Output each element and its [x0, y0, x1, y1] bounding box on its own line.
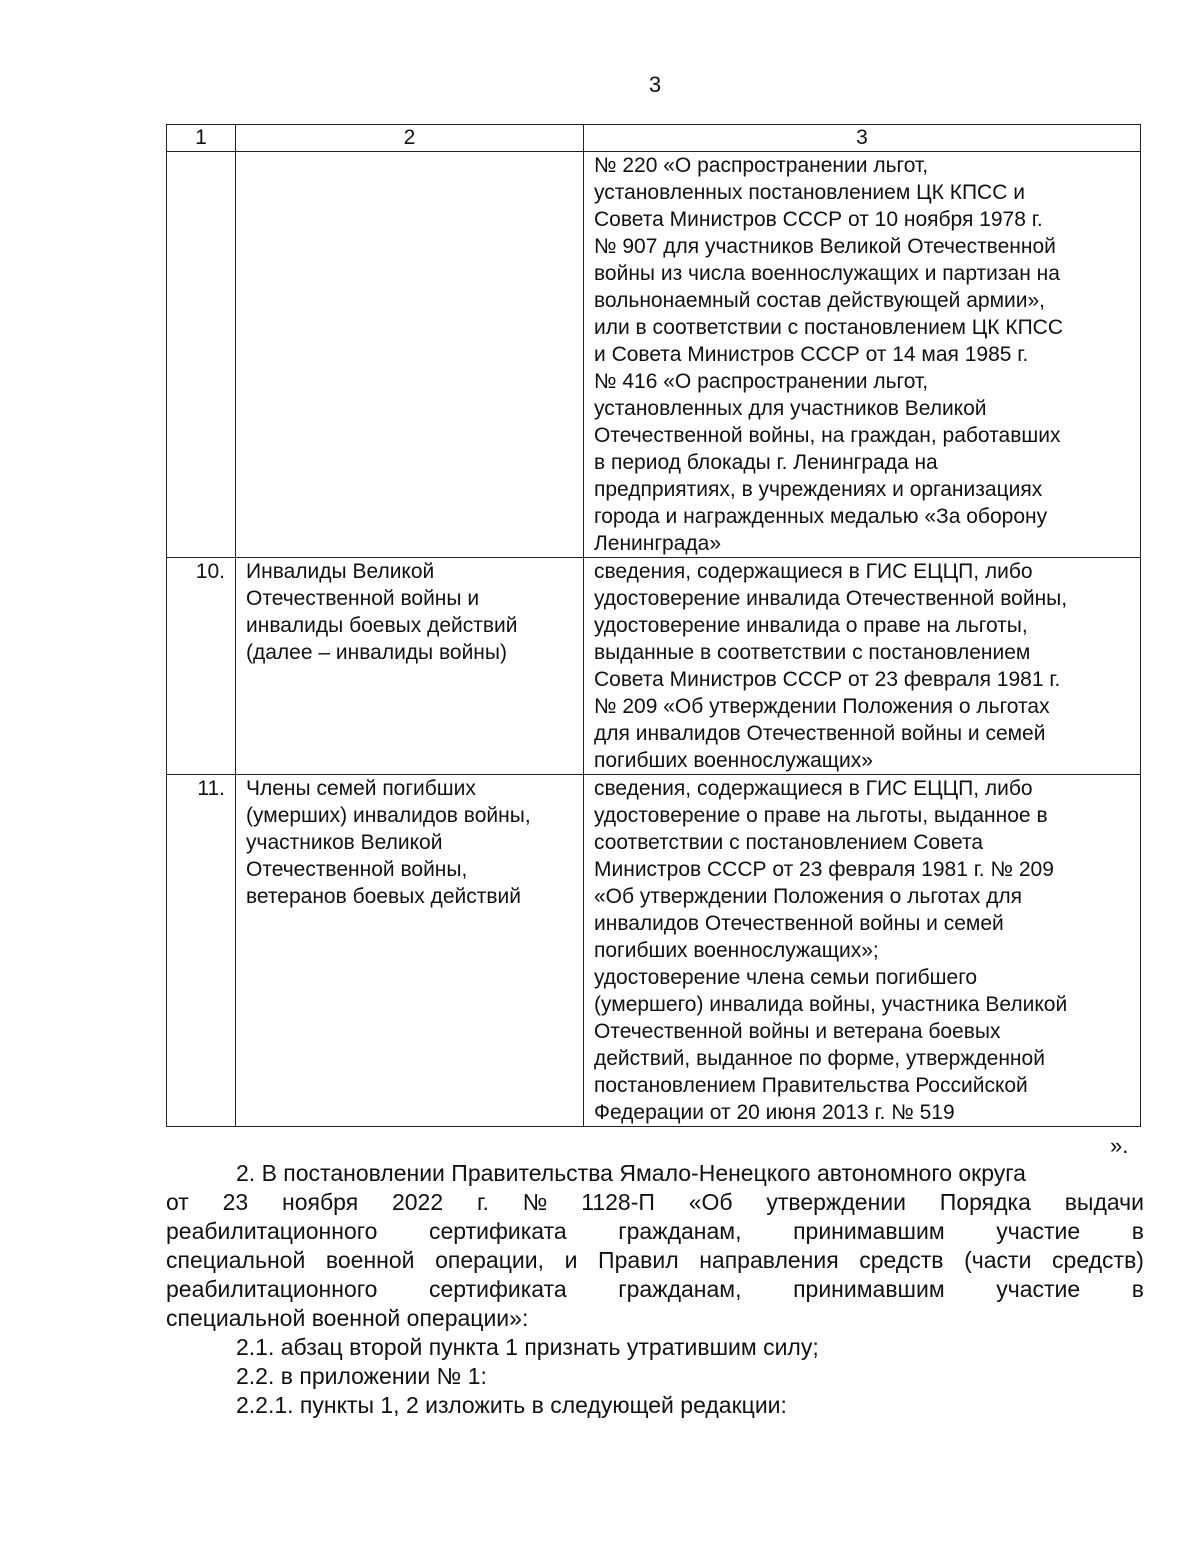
- page-number: 3: [648, 72, 662, 97]
- cell-line: войны из числа военнослужащих и партизан на: [594, 262, 1060, 285]
- cell-line: Ленинграда»: [594, 532, 722, 555]
- cell-line: Совета Министров СССР от 10 ноября 1978 г.: [594, 208, 1043, 231]
- word: утверждении: [766, 1189, 906, 1215]
- word: сертификата: [429, 1218, 567, 1244]
- cell-line: для инвалидов Отечественной войны и семей: [594, 722, 1046, 745]
- header-col-2: 2: [236, 125, 584, 152]
- cell-line: установленных постановлением ЦК КПСС и: [594, 181, 1025, 204]
- cell-line: действий, выданное по форме, утвержденной: [594, 1047, 1045, 1070]
- cell-line: постановлением Правительства Российской: [594, 1074, 1028, 1097]
- cell-line: № 209 «Об утверждении Положения о льготах: [594, 695, 1050, 718]
- paragraph-line: [166, 1275, 1144, 1304]
- header-col-3: 3: [584, 125, 1141, 152]
- word: в: [1131, 1218, 1144, 1244]
- paragraph-2-first-line: 2. В постановлении Правительства Ямало-Ненецкого автономного округа: [236, 1160, 1026, 1186]
- cell-line: города и награжденных медалью «За оборону: [594, 505, 1048, 528]
- cell-line: Министров СССР от 23 февраля 1981 г. № 209: [594, 858, 1054, 881]
- word: участие: [996, 1276, 1081, 1302]
- word: №: [522, 1189, 548, 1215]
- cell-line: удостоверение о праве на льготы, выданное в: [594, 804, 1048, 827]
- word: гражданам,: [618, 1218, 742, 1244]
- paragraph-line: [166, 1217, 1144, 1246]
- word: в: [1131, 1276, 1144, 1302]
- cell-line: № 220 «О распространении льгот,: [594, 154, 929, 177]
- word: и: [564, 1247, 578, 1273]
- paragraph-line: [166, 1188, 1144, 1217]
- word: (части: [964, 1247, 1032, 1273]
- item-2-2-1: 2.2.1. пункты 1, 2 изложить в следующей редакции:: [236, 1392, 787, 1418]
- cell-line: «Об утверждении Положения о льготах для: [594, 885, 1023, 908]
- documents-cell: [584, 152, 1141, 558]
- cell-line: № 907 для участников Великой Отечественной: [594, 235, 1056, 258]
- cell-line: удостоверение инвалида о праве на льготы,: [594, 614, 1028, 637]
- category-cell: [236, 152, 584, 558]
- cell-line: удостоверение инвалида Отечественной войны,: [594, 587, 1068, 610]
- word: ноября: [282, 1189, 359, 1215]
- cell-line: соответствии с постановлением Совета: [594, 831, 984, 854]
- word: 1128-П: [581, 1189, 655, 1215]
- table-header-row: [167, 125, 1141, 152]
- word: выдачи: [1064, 1189, 1144, 1215]
- table-row: [167, 558, 1141, 775]
- word: принимавшим: [793, 1276, 945, 1302]
- cell-line: № 416 «О распространении льгот,: [594, 370, 929, 393]
- cell-line: Отечественной войны,: [246, 858, 468, 881]
- word: сертификата: [429, 1276, 567, 1302]
- word: реабилитационного: [166, 1276, 378, 1302]
- table-row: [167, 152, 1141, 558]
- closing-quote: ».: [1110, 1133, 1129, 1158]
- word: военной: [325, 1247, 415, 1273]
- word: Порядка: [939, 1189, 1031, 1215]
- cell-line: Федерации от 20 июня 2013 г. № 519: [594, 1101, 955, 1124]
- table-row: [167, 775, 1141, 1127]
- word: реабилитационного: [166, 1218, 378, 1244]
- row-number: 11.: [167, 775, 236, 1127]
- amendment-text: [166, 1159, 1144, 1420]
- cell-line: инвалидов Отечественной войны и семей: [594, 912, 1004, 935]
- cell-line: сведения, содержащиеся в ГИС ЕЦЦП, либо: [594, 777, 1033, 800]
- cell-line: участников Великой: [246, 831, 443, 854]
- cell-line: (умерших) инвалидов войны,: [246, 804, 531, 827]
- documents-cell: [584, 775, 1141, 1127]
- paragraph-line: [166, 1246, 1144, 1275]
- cell-line: (далее – инвалиды войны): [246, 641, 507, 664]
- category-cell: [236, 775, 584, 1127]
- header-col-1: 1: [167, 125, 236, 152]
- cell-line: предприятиях, в учреждениях и организациях: [594, 478, 1043, 501]
- paragraph-2-last-line: специальной военной операции»:: [166, 1305, 529, 1331]
- cell-line: Отечественной войны и: [246, 587, 480, 610]
- word: г.: [476, 1189, 489, 1215]
- row-number: [167, 152, 236, 558]
- word: Правил: [598, 1247, 679, 1273]
- word: гражданам,: [618, 1276, 742, 1302]
- paragraph-2-body: [166, 1188, 1144, 1304]
- cell-line: погибших военнослужащих»: [594, 749, 873, 772]
- cell-line: инвалиды боевых действий: [246, 614, 518, 637]
- cell-line: погибших военнослужащих»;: [594, 939, 879, 962]
- cell-line: в период блокады г. Ленинграда на: [594, 451, 938, 474]
- cell-line: Члены семей погибших: [246, 777, 476, 800]
- cell-line: ветеранов боевых действий: [246, 885, 521, 908]
- word: операции,: [435, 1247, 544, 1273]
- cell-line: выданные в соответствии с постановлением: [594, 641, 1031, 664]
- word: «Об: [688, 1189, 733, 1215]
- cell-line: Инвалиды Великой: [246, 560, 435, 583]
- word: 2022: [391, 1189, 444, 1215]
- word: средств): [1052, 1247, 1144, 1273]
- cell-line: и Совета Министров СССР от 14 мая 1985 г.: [594, 343, 1029, 366]
- cell-line: Отечественной войны, на граждан, работавших: [594, 424, 1061, 447]
- cell-line: вольнонаемный состав действующей армии»,: [594, 289, 1046, 312]
- item-2-1: 2.1. абзац второй пункта 1 признать утратившим силу;: [236, 1334, 819, 1360]
- cell-line: или в соответствии с постановлением ЦК КПСС: [594, 316, 1064, 339]
- cell-line: Совета Министров СССР от 23 февраля 1981 г.: [594, 668, 1061, 691]
- word: 23: [222, 1189, 249, 1215]
- documents-table: [166, 124, 1141, 1127]
- item-2-2: 2.2. в приложении № 1:: [236, 1363, 487, 1389]
- word: специальной: [166, 1247, 306, 1273]
- word: средств: [859, 1247, 944, 1273]
- cell-line: (умершего) инвалида войны, участника Великой: [594, 993, 1068, 1016]
- category-cell: [236, 558, 584, 775]
- word: направления: [699, 1247, 839, 1273]
- cell-line: установленных для участников Великой: [594, 397, 987, 420]
- word: принимавшим: [793, 1218, 945, 1244]
- cell-line: удостоверение члена семьи погибшего: [594, 966, 978, 989]
- word: участие: [996, 1218, 1081, 1244]
- row-number: 10.: [167, 558, 236, 775]
- cell-line: Отечественной войны и ветерана боевых: [594, 1020, 1001, 1043]
- cell-line: сведения, содержащиеся в ГИС ЕЦЦП, либо: [594, 560, 1033, 583]
- word: от: [166, 1189, 189, 1215]
- documents-cell: [584, 558, 1141, 775]
